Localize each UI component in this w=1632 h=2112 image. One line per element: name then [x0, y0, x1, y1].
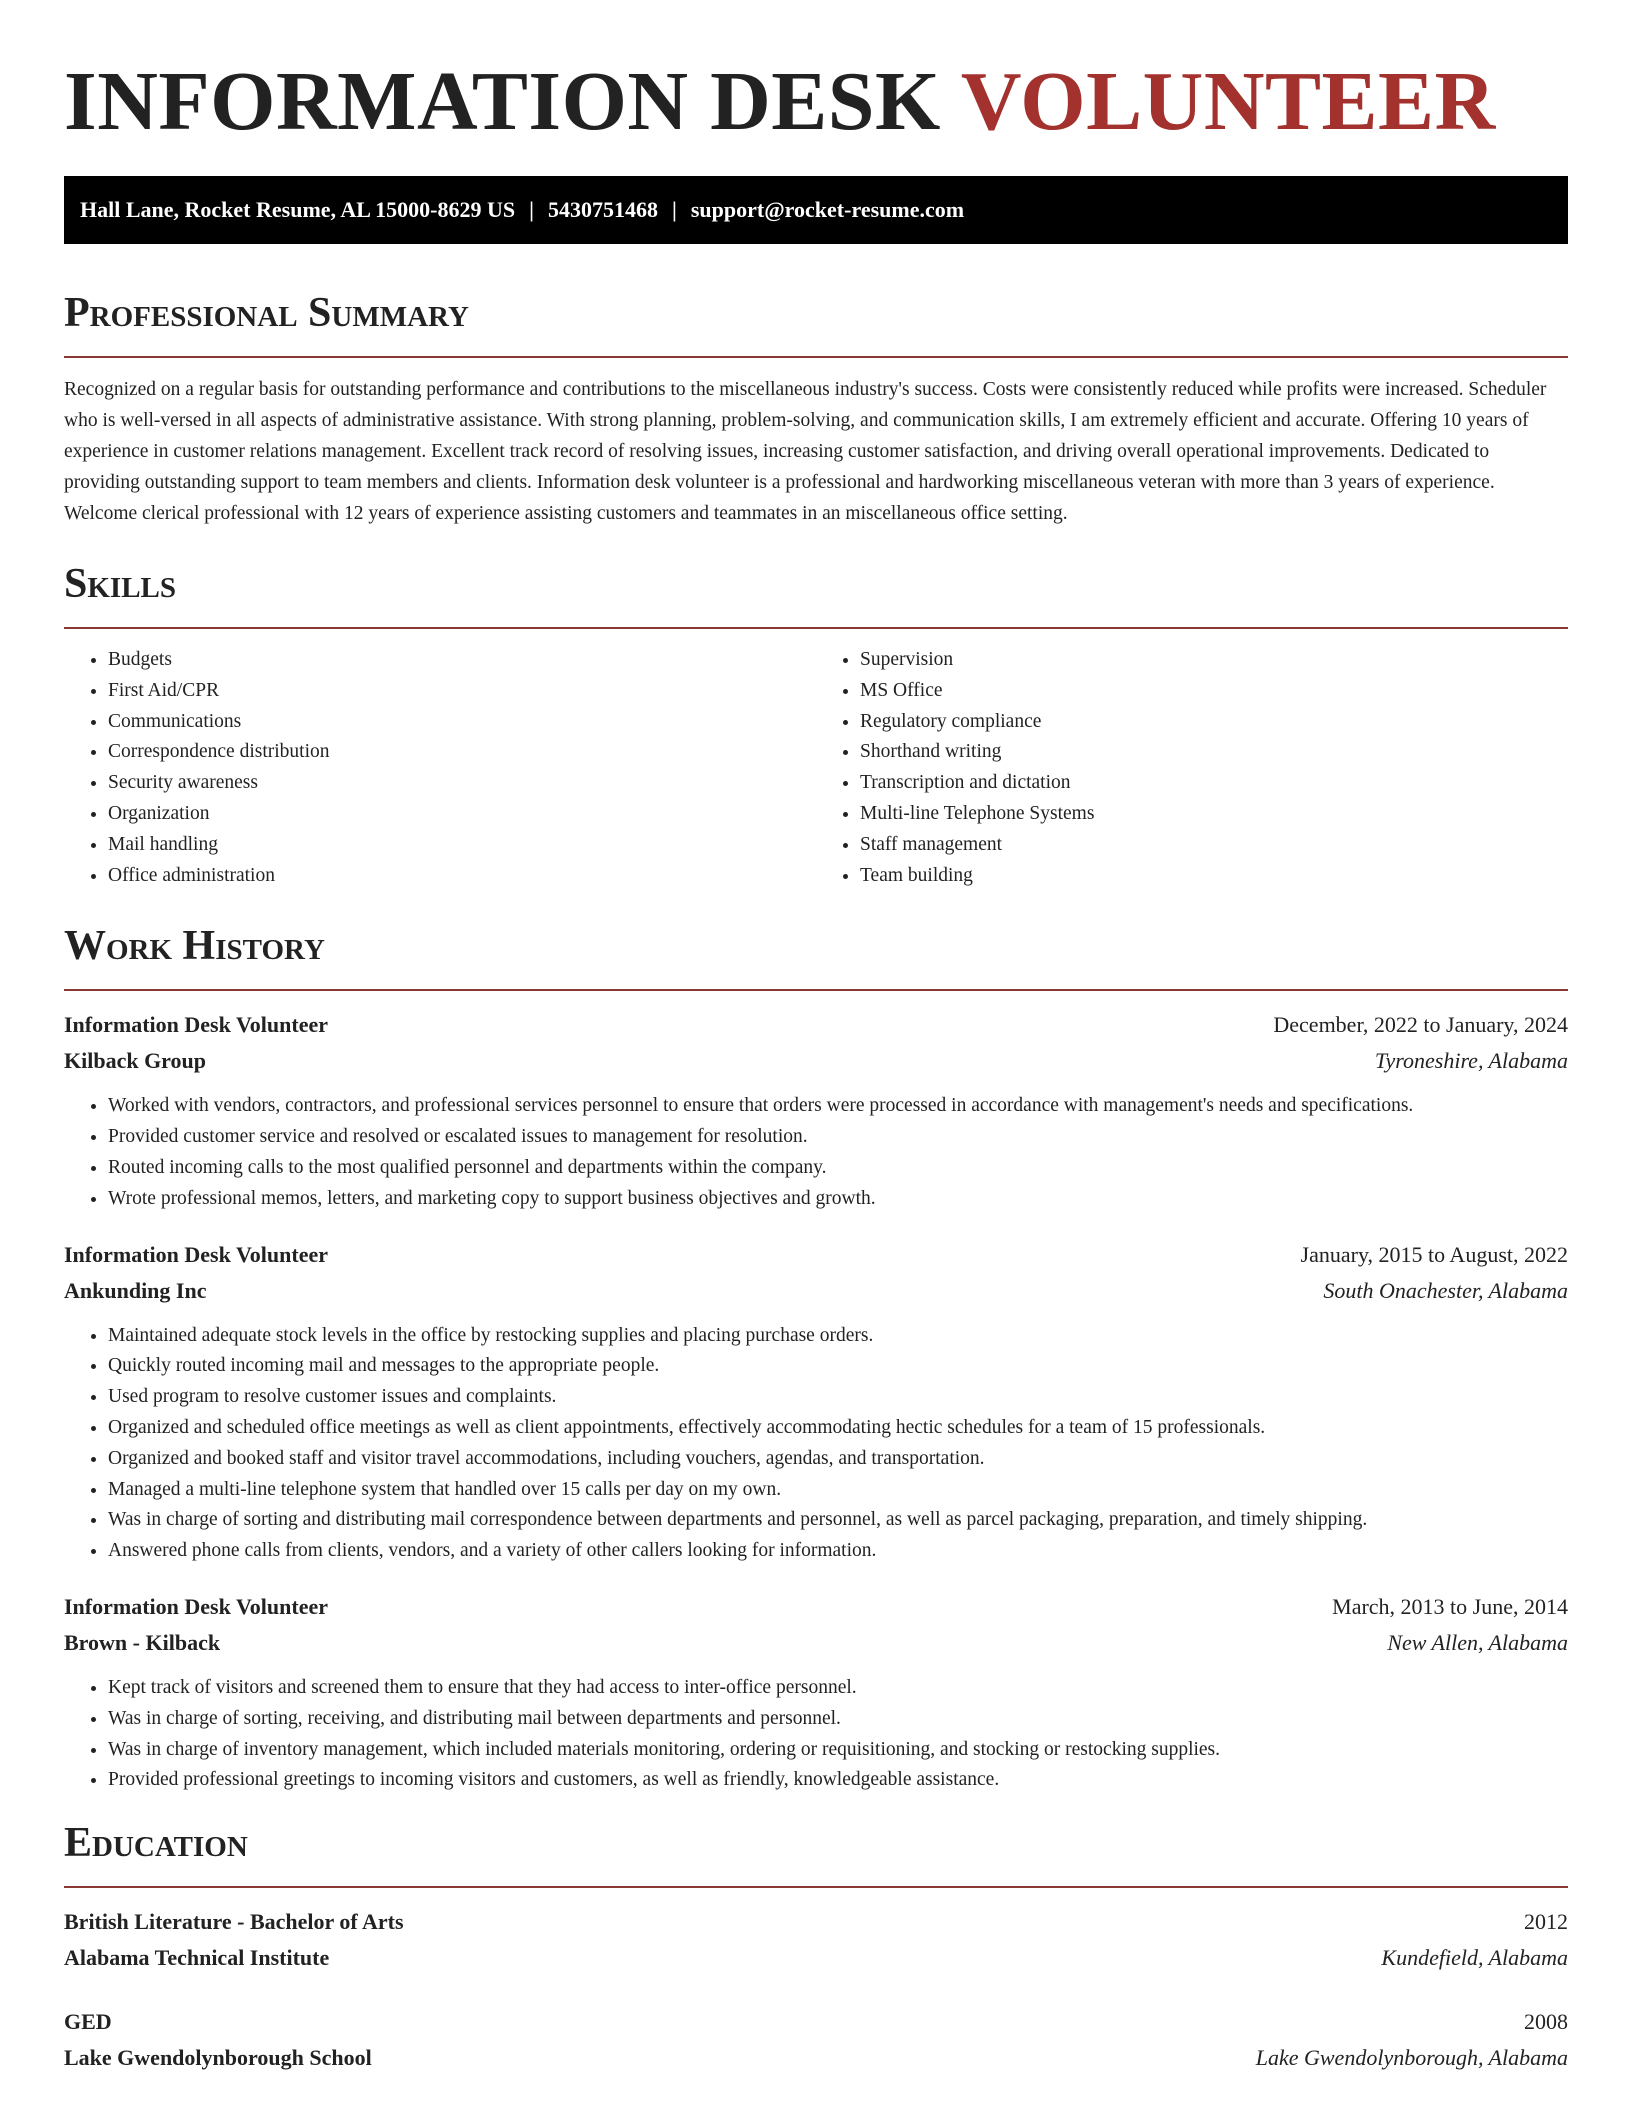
- skill-item: • MS Office: [860, 676, 1568, 707]
- skill-item: • Security awareness: [108, 768, 816, 799]
- contact-address: Hall Lane, Rocket Resume, AL 15000-8629 US: [80, 197, 516, 222]
- job-company-row: [64, 1043, 1568, 1079]
- summary-heading: Professional Summary: [64, 290, 469, 336]
- skill-item: • Transcription and dictation: [860, 768, 1568, 799]
- education-degree: GED: [64, 2009, 112, 2035]
- skill-item: • Team building: [860, 861, 1568, 892]
- job-entry: [64, 1589, 1568, 1796]
- contact-separator: |: [671, 197, 677, 222]
- job-bullets: [64, 1673, 1568, 1796]
- name-accent: VOLUNTEER: [960, 55, 1496, 148]
- skills-columns: [64, 645, 1568, 891]
- education-entry: [64, 1904, 1568, 1976]
- job-header-row: [64, 1007, 1568, 1043]
- contact-bar: [64, 176, 1568, 244]
- education-header-row: [64, 2004, 1568, 2040]
- job-bullet: • Worked with vendors, contractors, and professional services personnel to ensure that orders were processed in accordance with management's needs and specifications.: [108, 1091, 1568, 1122]
- job-company: Ankunding Inc: [64, 1277, 207, 1303]
- skill-item: • Staff management: [860, 830, 1568, 861]
- work-history-section: [64, 921, 1568, 1796]
- job-dates: December, 2022 to January, 2024: [1273, 1012, 1568, 1038]
- skill-item: • Organization: [108, 799, 816, 830]
- section-divider: [64, 989, 1568, 991]
- name-main: INFORMATION DESK: [64, 55, 941, 148]
- job-bullet: • Organized and scheduled office meetings as well as client appointments, effectively accommodating hectic schedules for a team of 15 professionals.: [108, 1413, 1568, 1444]
- job-company-row: [64, 1273, 1568, 1309]
- education-year: 2012: [1524, 1909, 1568, 1935]
- job-title: Information Desk Volunteer: [64, 1593, 329, 1619]
- education-entry: [64, 2004, 1568, 2076]
- job-dates: March, 2013 to June, 2014: [1332, 1593, 1568, 1619]
- job-bullet: • Was in charge of sorting, receiving, and distributing mail between departments and personnel.: [108, 1704, 1568, 1735]
- skill-item: • Shorthand writing: [860, 737, 1568, 768]
- skills-section: [64, 559, 1568, 891]
- job-bullet: • Was in charge of sorting and distributing mail correspondence between departments and personnel, as well as parcel packaging, preparation, and timely shipping.: [108, 1505, 1568, 1536]
- section-divider: [64, 1886, 1568, 1888]
- job-location: Tyroneshire, Alabama: [1374, 1048, 1568, 1074]
- education-school-row: [64, 1940, 1568, 1976]
- section-divider: [64, 627, 1568, 629]
- education-heading: Education: [64, 1820, 248, 1867]
- work-history-heading: Work History: [64, 923, 325, 970]
- job-bullet: • Kept track of visitors and screened them to ensure that they had access to inter-office personnel.: [108, 1673, 1568, 1704]
- skill-item: • Regulatory compliance: [860, 707, 1568, 738]
- skill-item: • Supervision: [860, 645, 1568, 676]
- education-school-row: [64, 2040, 1568, 2076]
- job-title: Information Desk Volunteer: [64, 1241, 329, 1267]
- job-bullets: [64, 1091, 1568, 1214]
- resume-content: [64, 52, 1568, 2104]
- job-company: Kilback Group: [64, 1048, 207, 1074]
- job-company: Brown - Kilback: [64, 1629, 221, 1655]
- contact-email: support@rocket-resume.com: [690, 197, 965, 222]
- skill-item: • Multi-line Telephone Systems: [860, 799, 1568, 830]
- job-bullet: • Answered phone calls from clients, vendors, and a variety of other callers looking for information.: [108, 1536, 1568, 1567]
- contact-phone: 5430751468: [547, 197, 658, 222]
- job-bullet: • Provided professional greetings to incoming visitors and customers, as well as friendly, knowledgeable assistance.: [108, 1765, 1568, 1796]
- summary-section: [64, 288, 1568, 529]
- job-location: South Onachester, Alabama: [1323, 1277, 1568, 1303]
- job-bullet: • Organized and booked staff and visitor travel accommodations, including vouchers, agendas, and transportation.: [108, 1444, 1568, 1475]
- education-school: Lake Gwendolynborough School: [64, 2045, 372, 2071]
- education-location: Kundefield, Alabama: [1381, 1945, 1568, 1971]
- job-bullet: • Wrote professional memos, letters, and marketing copy to support business objectives and growth.: [108, 1184, 1568, 1215]
- job-bullet: • Quickly routed incoming mail and messages to the appropriate people.: [108, 1351, 1568, 1382]
- job-title: Information Desk Volunteer: [64, 1012, 329, 1038]
- skills-heading: Skills: [64, 561, 177, 607]
- job-entry: [64, 1007, 1568, 1214]
- skill-item: • First Aid/CPR: [108, 676, 816, 707]
- skill-item: • Mail handling: [108, 830, 816, 861]
- job-header-row: [64, 1237, 1568, 1273]
- job-entry: [64, 1237, 1568, 1567]
- job-bullets: [64, 1321, 1568, 1567]
- job-location: New Allen, Alabama: [1387, 1629, 1568, 1655]
- job-bullet: • Used program to resolve customer issues and complaints.: [108, 1382, 1568, 1413]
- education-year: 2008: [1524, 2009, 1568, 2035]
- education-header-row: [64, 1904, 1568, 1940]
- education-school: Alabama Technical Institute: [64, 1945, 330, 1971]
- skill-item: • Communications: [108, 707, 816, 738]
- skills-left-list: [64, 645, 816, 891]
- skills-right-list: [816, 645, 1568, 891]
- job-bullet: • Provided customer service and resolved or escalated issues to management for resolution.: [108, 1122, 1568, 1153]
- resume-name: [64, 52, 1568, 152]
- job-bullet: • Routed incoming calls to the most qualified personnel and departments within the company.: [108, 1153, 1568, 1184]
- job-bullet: • Was in charge of inventory management, which included materials monitoring, ordering or requisitioning, and stocking or restocking supplies.: [108, 1735, 1568, 1766]
- job-header-row: [64, 1589, 1568, 1625]
- job-company-row: [64, 1625, 1568, 1661]
- job-dates: January, 2015 to August, 2022: [1300, 1241, 1568, 1267]
- education-location: Lake Gwendolynborough, Alabama: [1255, 2045, 1568, 2071]
- section-divider: [64, 356, 1568, 358]
- education-degree: British Literature - Bachelor of Arts: [64, 1909, 404, 1935]
- education-section: [64, 1818, 1568, 2076]
- skill-item: • Office administration: [108, 861, 816, 892]
- skill-item: • Budgets: [108, 645, 816, 676]
- skill-item: • Correspondence distribution: [108, 737, 816, 768]
- job-bullet: • Maintained adequate stock levels in the office by restocking supplies and placing purchase orders.: [108, 1321, 1568, 1352]
- job-bullet: • Managed a multi-line telephone system that handled over 15 calls per day on my own.: [108, 1475, 1568, 1506]
- summary-text: Recognized on a regular basis for outstanding performance and contributions to the miscellaneous industry's success. Costs were consistently reduced while profits were increased. Scheduler who is well-versed in all aspects of administrative assistance. With strong planning, problem-solving, and communication skills, I am extremely efficient and accurate. Offering 10 years of experience in customer relations management. Excellent track record of resolving issues, increasing customer satisfaction, and driving overall operational improvements. Dedicated to providing outstanding support to team members and clients. Information desk volunteer is a professional and hardworking miscellaneous veteran with more than 3 years of experience. Welcome clerical professional with 12 years of experience assisting customers and teammates in an miscellaneous office setting.: [64, 379, 1547, 524]
- contact-separator: |: [529, 197, 534, 222]
